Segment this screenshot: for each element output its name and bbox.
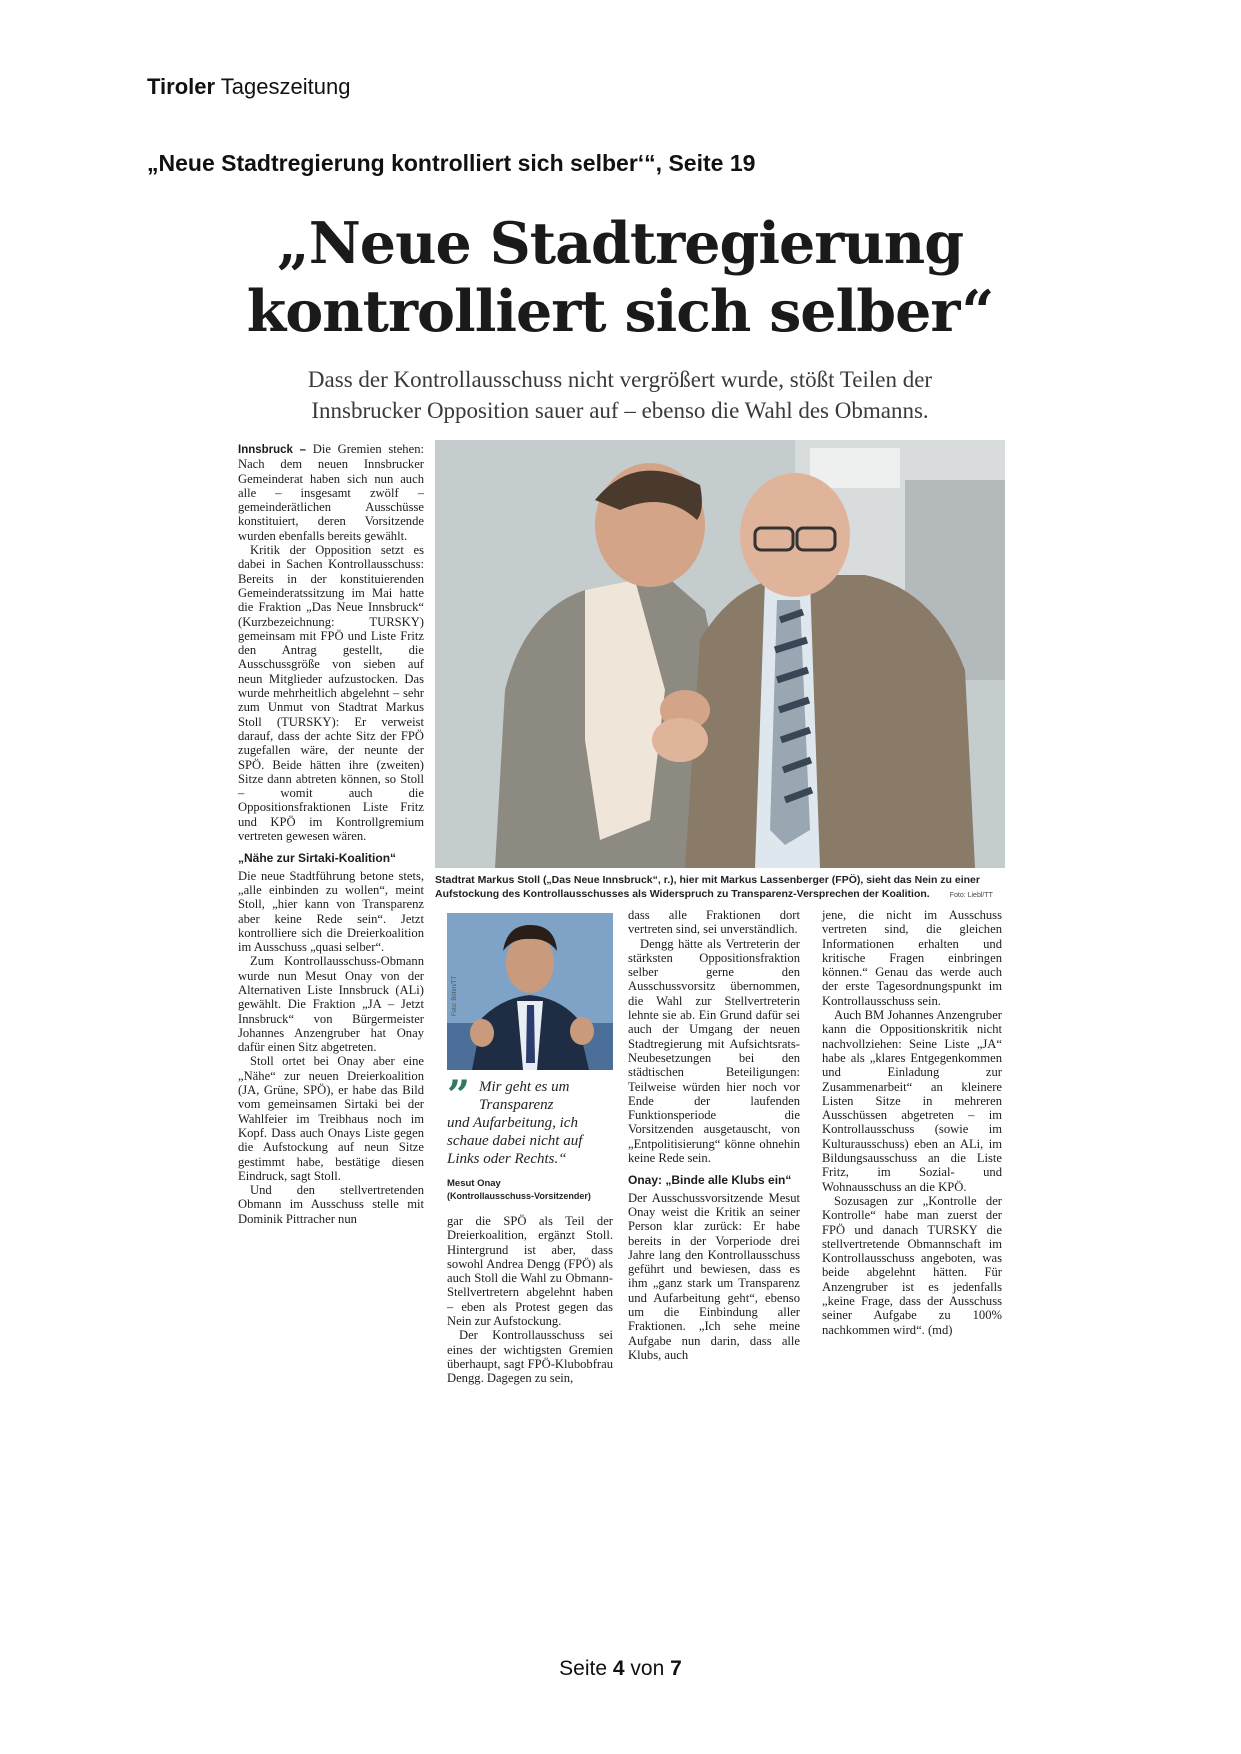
current-page-number: 4 xyxy=(612,1657,625,1680)
main-photo-illustration xyxy=(435,440,1005,868)
quote-line-rest: und Aufarbeitung, ich schaue dabei nicht auf Links oder Rechts.“ xyxy=(447,1115,583,1167)
paragraph: Und den stellvertretenden Obmann im Ausschuss stelle mit Dominik Pittracher nun xyxy=(238,1183,424,1226)
newspaper-clipping xyxy=(230,210,1010,1420)
paragraph: Dengg hätte als Vertreterin der stärksten Oppositionsfraktion selber gerne den Ausschussvorsitz übernommen, die Wahl zur Stellvertreterin lehnte sie ab. Ein Grund dafür sei auch der Umgang der neuen Stadtregierung mit Aufsichtsrats-Neubesetzungen bei den städtischen Beteiligungen: Teilweise würden hier noch vor Ende der laufenden Funktionsperiode die Vorsitzenden ausgetauscht, von „Entpolitisierung“ könne ohnehin keine Rede sein. xyxy=(628,936,800,1166)
brand-rest: Tageszeitung xyxy=(220,74,351,99)
footer-middle: von xyxy=(630,1657,665,1680)
brand-bold: Tiroler xyxy=(147,74,216,99)
total-pages: 7 xyxy=(670,1657,682,1680)
quote-mark-icon: ” xyxy=(447,1072,471,1119)
main-photo xyxy=(435,440,1005,868)
portrait-credit: Foto: Böhm/TT xyxy=(452,975,459,1017)
paragraph: Die neue Stadtführung betone stets, „alle einbinden zu wollen“, meint Stoll, „hier kann von Transparenz aber keine Rede sein“. Jetzt kontrolliere sich die Dreierkoalition im Ausschuss „quasi selber“. xyxy=(238,868,424,955)
subheadline xyxy=(230,364,1010,426)
headline xyxy=(230,210,1010,346)
dateline: Innsbruck – xyxy=(238,444,307,456)
portrait-illustration xyxy=(447,913,613,1070)
subheadline-line-1: Dass der Kontrollausschuss nicht vergrößert wurde, stößt Teilen der xyxy=(307,367,933,392)
paragraph: Der Kontrollausschuss sei eines der wichtigsten Gremien überhaupt, sagt FPÖ-Klubobfrau Dengg. Dagegen zu sein, xyxy=(447,1328,613,1386)
page-footer xyxy=(0,1657,1241,1681)
headline-line-2: kontrolliert sich selber“ xyxy=(246,278,994,345)
headline-line-1: „Neue Stadtregierung xyxy=(276,210,964,277)
pull-quote xyxy=(447,1072,613,1202)
paragraph: jene, die nicht im Ausschuss vertreten sind, die gleichen Informationen erhalten und kritische Fragen einbringen können.“ Genau das werde auch der erste Tagesordnungspunkt im Kontrollausschuss sein. xyxy=(822,908,1002,1008)
section-heading-sirtaki: „Nähe zur Sirtaki-Koalition“ xyxy=(238,851,397,866)
caption-text: Stadtrat Markus Stoll („Das Neue Innsbruck“, r.), hier mit Markus Lassenberger (FPÖ), sieht das Nein zu einer Aufstockung des Kontrollausschusses als Widerspruch zu Transparenz-Versprechen der Koalition. xyxy=(435,874,980,900)
paragraph: Der Ausschussvorsitzende Mesut Onay weist die Kritik an seiner Person klar zurück: Er habe bereits in der Vorperiode drei Jahre lang den Kontrollausschuss geführt und bewiesen, dass es ihm „ganz stark um Transparenz und Aufarbeitung geht“, ebenso um die Einbindung aller Fraktionen. „Ich sehe meine Aufgabe nun darin, dass alle Klubs, auch xyxy=(628,1190,800,1362)
subheadline-line-2: Innsbrucker Opposition sauer auf – ebenso die Wahl des Obmanns. xyxy=(311,398,929,423)
quote-line-1: Mir geht es um xyxy=(479,1079,570,1095)
photo-credit: Foto: Liebl/TT xyxy=(949,892,993,899)
quote-line-2: Transparenz xyxy=(479,1097,554,1113)
publication-name xyxy=(147,74,350,100)
paragraph: Sozusagen zur „Kontrolle der Kontrolle“ habe man zuerst der FPÖ und danach TURSKY die stellvertretende Obmannschaft im Kontrollausschuss angeboten, was beide abgelehnt hätten. Für Anzengruber ist es jedenfalls „keine Frage, dass der Ausschuss seiner Aufgabe zu 100% nachkommen wird“. (md) xyxy=(822,1193,1002,1337)
paragraph: Stoll ortet bei Onay aber eine „Nähe“ zur neuen Dreierkoalition (JA, Grüne, SPÖ), er habe das Bild vom gemeinsamen Sirtaki bei der Wahlfeier im Treibhaus noch im Kopf. Dass auch Onays Liste gegen die Aufstockung auf neun Sitze gestimmt habe, bestätige diesen Eindruck, sagt Stoll. xyxy=(238,1054,424,1183)
paragraph-text: Die Gremien stehen: Nach dem neuen Innsbrucker Gemeinderat haben sich nun auch alle – insgesamt zwölf – gemeinderätlichen Ausschüsse konstituiert, deren Vorsitzende wurden ebenfalls bereits gewählt. xyxy=(238,442,424,543)
article-column-1 xyxy=(238,442,424,1226)
quote-author-role: (Kontrollausschuss-Vorsitzender) xyxy=(447,1191,591,1201)
paragraph: Auch BM Johannes Anzengruber kann die Oppositionskritik nicht nachvollziehen: Seine Liste „JA“ habe als „klares Entgegenkommen und Einladung zur Zusammenarbeit“ an kleinere Listen Sitze in mehreren Ausschüssen abgetreten – im Kontrollausschuss (sowie im Kulturausschuss) eben an ALi, im Bildungsausschuss an die Liste Fritz, im Sozial- und Wohnausschuss an die KPÖ. xyxy=(822,1008,1002,1194)
portrait-photo xyxy=(447,913,613,1070)
quote-author: Mesut Onay xyxy=(447,1178,501,1189)
quote-text xyxy=(447,1078,613,1168)
article-column-4 xyxy=(822,908,1002,1337)
paragraph: Kritik der Opposition setzt es dabei in Sachen Kontrollausschuss: Bereits in der konstituierenden Gemeinderatssitzung im Mai hatte die Fraktion „Das Neue Innsbruck“ (Kurzbezeichnung: TURSKY) gemeinsam mit FPÖ und Liste Fritz den Antrag gestellt, die Ausschussgröße von sieben auf neun Mitglieder aufzustocken. Das wurde mehrheitlich abgelehnt – sehr zum Unmut von Stadtrat Markus Stoll (TURSKY): Er verweist darauf, dass der achte Sitz der FPÖ zugefallen wäre, der neunte der SPÖ. Beide hätten ihre (zweiten) Sitze dann abtreten können, so Stoll – womit auch die Oppositionsfraktionen Liste Fritz und KPÖ im Kontrollgremium vertreten gewesen wären. xyxy=(238,543,424,844)
article-column-2 xyxy=(447,1214,613,1386)
paragraph: Zum Kontrollausschuss-Obmann wurde nun Mesut Onay von der Alternativen Liste Innsbruck (ALi) gewählt. Die Fraktion „JA – Jetzt Innsbruck“ von Bürgermeister Johannes Anzengruber hat Onay dafür einen Sitz abgetreten. xyxy=(238,954,424,1055)
section-heading-onay: Onay: „Binde alle Klubs ein“ xyxy=(628,1173,792,1188)
article-reference: „Neue Stadtregierung kontrolliert sich selber‘“, Seite 19 xyxy=(147,150,756,176)
paragraph xyxy=(238,442,424,543)
photo-caption xyxy=(435,873,1005,903)
article-column-3 xyxy=(628,908,800,1362)
footer-prefix: Seite xyxy=(559,1657,608,1680)
paragraph: gar die SPÖ als Teil der Dreierkoalition, ergänzt Stoll. Hintergrund ist aber, dass sowohl Andrea Dengg (FPÖ) als auch Stoll die Wahl zu Obmann-Stellvertretern abgelehnt haben – eben als Protest gegen das Nein zur Aufstockung. xyxy=(447,1214,613,1329)
paragraph: dass alle Fraktionen dort vertreten sind, sei unverständlich. xyxy=(628,908,800,937)
